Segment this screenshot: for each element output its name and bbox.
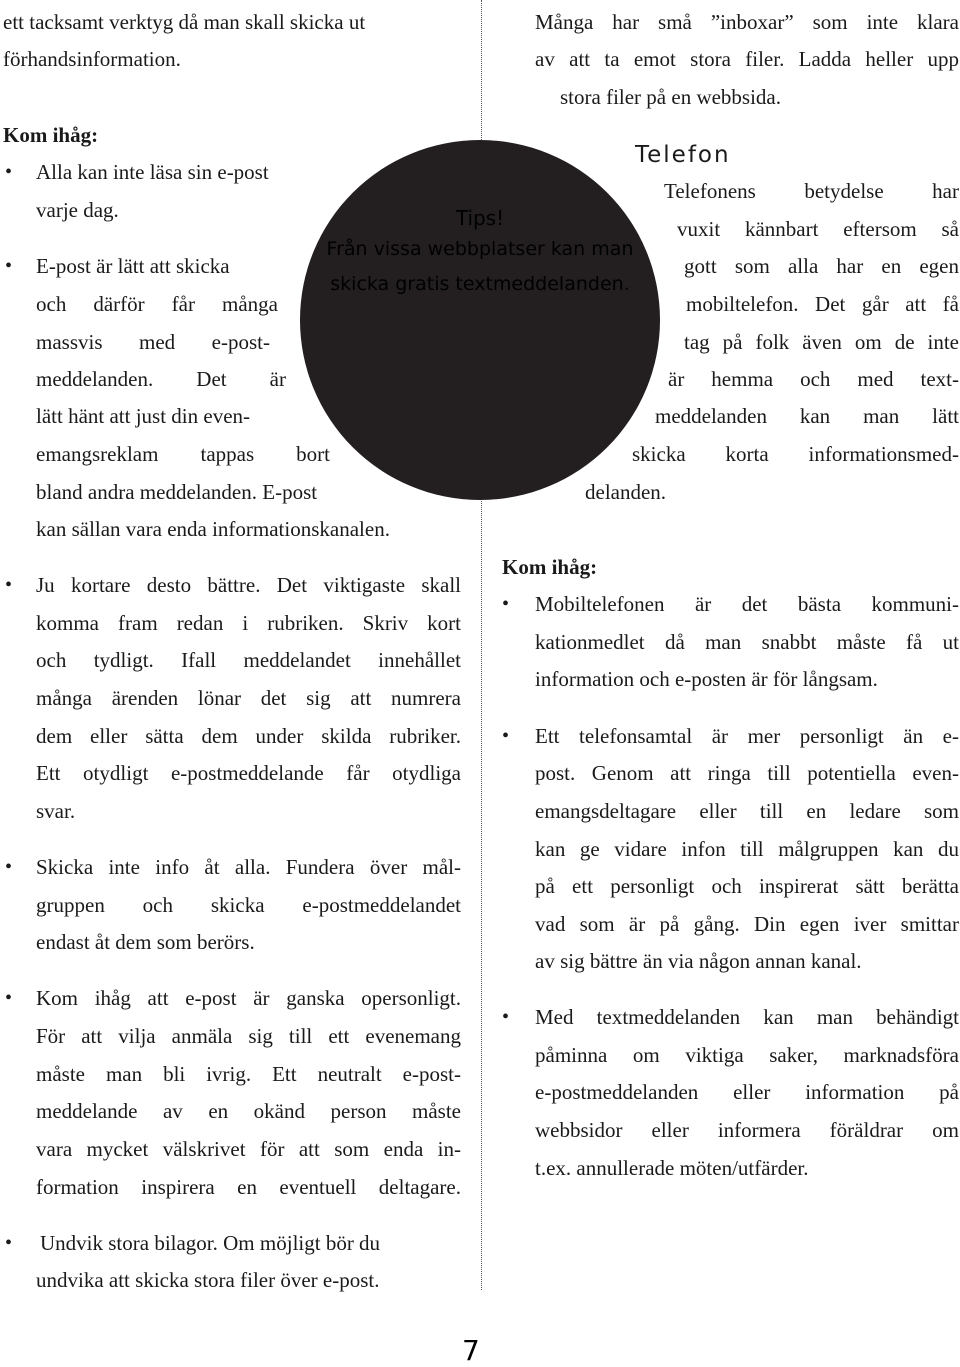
phone-text-line: meddelanden kan man lätt [655,404,959,428]
right-b3-line: t.ex. annullerade möten/utfärder. [535,1156,809,1180]
phone-text-line: skicka korta informationsmed- [632,442,959,466]
bullet-marker: • [5,856,13,878]
left-b3-line: många ärenden lönar det sig att numrera [36,686,461,710]
left-intro-line-1: ett tacksamt verktyg då man skall skicka ut [3,10,366,34]
left-b6-line: undvika att skicka stora filer över e-post. [36,1268,380,1292]
left-b4-line: endast åt dem som berörs. [36,930,255,954]
right-b2-line: vad som är på gång. Din egen iver smittar [535,912,959,936]
left-remember-heading: Kom ihåg: [3,123,99,147]
left-b6-line: Undvik stora bilagor. Om möjligt bör du [40,1231,381,1255]
right-b1-line: Mobiltelefonen är det bästa kommuni- [535,592,959,616]
bullet-marker: • [502,593,510,615]
right-b2-line: på ett personligt och inspirerat sätt berätta [535,874,959,898]
right-b2-line: emangsdeltagare eller till en ledare som [535,799,959,823]
right-intro-line: Många har små ”inboxar” som inte klara [535,10,959,34]
left-b5-line: vara mycket välskrivet för att som enda in- [36,1137,461,1161]
left-b2-line: kan sällan vara enda informationskanalen. [36,517,390,541]
left-b2-line: meddelanden. Det är [36,367,286,391]
right-b3-line: påminna om viktiga saker, marknadsföra [535,1043,959,1067]
left-b3-line: och tydligt. Ifall meddelandet innehållet [36,648,461,672]
right-intro-line: av att ta emot stora filer. Ladda heller upp [535,47,959,71]
left-b4-line: gruppen och skicka e-postmeddelandet [36,893,461,917]
left-b1-line: varje dag. [36,198,119,222]
left-b2-line: emangsreklam tappas bort [36,442,330,466]
page-number: 7 [462,1334,480,1367]
right-b2-line: kan ge vidare infon till målgruppen kan du [535,837,959,861]
left-b2-line: massvis med e-post- [36,330,270,354]
left-b2-line: och därför får många [36,292,278,316]
left-b2-line: bland andra meddelanden. E-post [36,480,318,504]
right-b2-line: av sig bättre än via någon annan kanal. [535,949,862,973]
tip-title: Tips! [455,206,505,230]
phone-text-line: mobiltelefon. Det går att få [686,292,959,316]
phone-text-line: Telefonens betydelse har [664,179,959,203]
right-intro-line: stora filer på en webbsida. [560,85,782,109]
phone-text-line: gott som alla har en egen [684,254,959,278]
bullet-marker: • [5,987,13,1009]
tip-circle [300,140,660,500]
right-b3-line: Med textmeddelanden kan man behändigt [535,1005,959,1029]
bullet-marker: • [5,161,13,183]
bullet-marker: • [502,1006,510,1028]
bullet-marker: • [5,255,13,277]
phone-text-line: delanden. [585,480,667,504]
phone-text-line: vuxit kännbart eftersom så [677,217,959,241]
right-remember-heading: Kom ihåg: [502,555,598,579]
left-b4-line: Skicka inte info åt alla. Fundera över mål- [36,855,461,879]
left-b5-line: formation inspirera en eventuell deltagare. [36,1175,461,1199]
phone-text-line: tag på folk även om de inte [684,330,959,354]
right-b3-line: webbsidor eller informera föräldrar om [535,1118,959,1142]
right-b1-line: kationmedlet då man snabbt måste få ut [535,630,959,654]
left-b3-line: dem eller sätta dem under skilda rubriker. [36,724,461,748]
right-b1-line: information och e-posten är för långsam. [535,667,878,691]
left-b2-line: E-post är lätt att skicka [36,254,230,278]
left-b5-line: meddelande av en okänd person måste [36,1099,461,1123]
left-b1-line: Alla kan inte läsa sin e-post [36,160,269,184]
left-intro-line-2: förhandsinformation. [3,47,181,71]
right-b2-line: post. Genom att ringa till potentiella even- [535,761,959,785]
bullet-marker: • [5,574,13,596]
left-b2-line: lätt hänt att just din even- [36,404,251,428]
phone-section-title: Telefon [635,142,731,168]
tip-line: Från vissa webbplatser kan man [326,238,634,260]
left-b5-line: Kom ihåg att e-post är ganska opersonligt. [36,986,461,1010]
left-b3-line: Ett otydligt e-postmeddelande får otydliga [36,761,461,785]
right-b2-line: Ett telefonsamtal är mer personligt än e- [535,724,959,748]
right-b3-line: e-postmeddelanden eller information på [535,1080,959,1104]
left-b3-line: komma fram redan i rubriken. Skriv kort [36,611,461,635]
bullet-marker: • [5,1232,13,1254]
phone-text-line: är hemma och med text- [668,367,959,391]
left-b3-line: Ju kortare desto bättre. Det viktigaste skall [36,573,461,597]
tip-line: skicka gratis textmeddelanden. [330,273,630,295]
left-b3-line: svar. [36,799,76,823]
left-b5-line: För att vilja anmäla sig till ett evenemang [36,1024,461,1048]
left-b5-line: måste man bli ivrig. Ett neutralt e-post- [36,1062,461,1086]
bullet-marker: • [502,725,510,747]
